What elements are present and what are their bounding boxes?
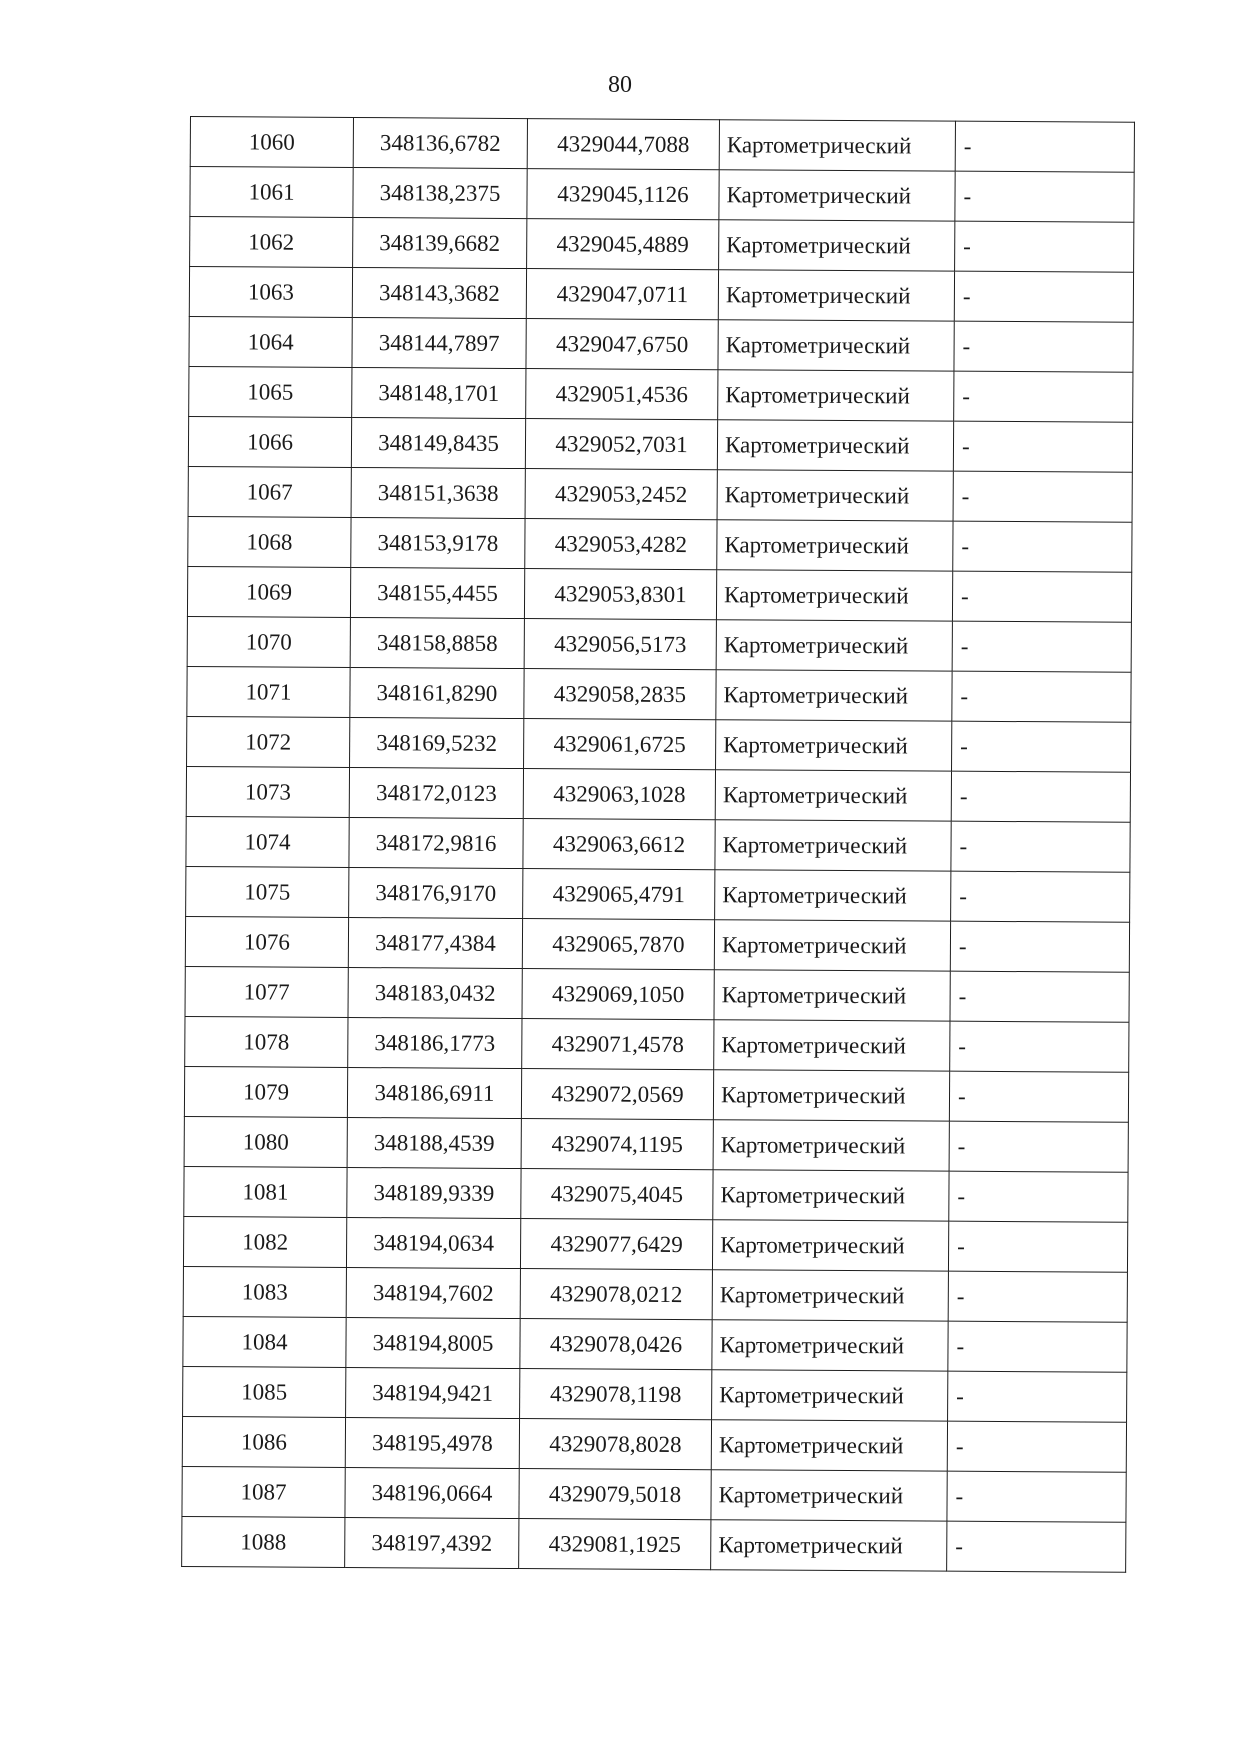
method-cell: Картометрический bbox=[713, 1070, 949, 1121]
point-number-cell: 1082 bbox=[183, 1216, 346, 1267]
table-row bbox=[187, 566, 1131, 622]
note-cell: - bbox=[954, 371, 1133, 422]
coordinates-table-body bbox=[182, 117, 1135, 1573]
y-coordinate-cell: 4329052,7031 bbox=[525, 419, 717, 470]
method-cell: Картометрический bbox=[713, 1120, 949, 1171]
note-cell: - bbox=[947, 1421, 1126, 1472]
y-coordinate-cell: 4329079,5018 bbox=[519, 1469, 711, 1520]
note-cell: - bbox=[950, 921, 1129, 972]
x-coordinate-cell: 348144,7897 bbox=[352, 317, 526, 368]
table-row bbox=[187, 716, 1131, 772]
y-coordinate-cell: 4329071,4578 bbox=[522, 1019, 714, 1070]
coordinates-table bbox=[181, 116, 1135, 1573]
y-coordinate-cell: 4329047,0711 bbox=[526, 269, 718, 320]
method-cell: Картометрический bbox=[719, 170, 955, 221]
point-number-cell: 1080 bbox=[184, 1116, 347, 1167]
x-coordinate-cell: 348138,2375 bbox=[353, 167, 527, 218]
y-coordinate-cell: 4329075,4045 bbox=[521, 1169, 713, 1220]
note-cell: - bbox=[951, 771, 1130, 822]
method-cell: Картометрический bbox=[712, 1270, 948, 1321]
y-coordinate-cell: 4329063,6612 bbox=[523, 819, 715, 870]
note-cell: - bbox=[949, 1171, 1128, 1222]
x-coordinate-cell: 348197,4392 bbox=[345, 1517, 519, 1568]
note-cell: - bbox=[948, 1371, 1127, 1422]
point-number-cell: 1084 bbox=[183, 1316, 346, 1367]
note-cell: - bbox=[954, 321, 1133, 372]
x-coordinate-cell: 348155,4455 bbox=[350, 567, 524, 618]
method-cell: Картометрический bbox=[718, 320, 954, 371]
method-cell: Картометрический bbox=[719, 120, 955, 171]
method-cell: Картометрический bbox=[711, 1520, 947, 1571]
point-number-cell: 1077 bbox=[185, 966, 348, 1017]
y-coordinate-cell: 4329061,6725 bbox=[524, 719, 716, 770]
point-number-cell: 1069 bbox=[187, 566, 350, 617]
table-row bbox=[190, 167, 1134, 223]
method-cell: Картометрический bbox=[719, 220, 955, 271]
table-row bbox=[183, 1366, 1127, 1422]
method-cell: Картометрический bbox=[714, 920, 950, 971]
point-number-cell: 1062 bbox=[190, 217, 353, 268]
note-cell: - bbox=[950, 1021, 1129, 1072]
note-cell: - bbox=[947, 1471, 1126, 1522]
y-coordinate-cell: 4329056,5173 bbox=[524, 619, 716, 670]
table-row bbox=[188, 416, 1132, 472]
point-number-cell: 1070 bbox=[187, 616, 350, 667]
x-coordinate-cell: 348153,9178 bbox=[351, 517, 525, 568]
note-cell: - bbox=[955, 171, 1134, 222]
x-coordinate-cell: 348188,4539 bbox=[347, 1117, 521, 1168]
point-number-cell: 1061 bbox=[190, 167, 353, 218]
note-cell: - bbox=[952, 571, 1131, 622]
y-coordinate-cell: 4329072,0569 bbox=[521, 1069, 713, 1120]
method-cell: Картометрический bbox=[718, 270, 954, 321]
table-row bbox=[183, 1266, 1127, 1322]
y-coordinate-cell: 4329078,0426 bbox=[520, 1319, 712, 1370]
note-cell: - bbox=[948, 1221, 1127, 1272]
note-cell: - bbox=[953, 521, 1132, 572]
method-cell: Картометрический bbox=[716, 670, 952, 721]
x-coordinate-cell: 348176,9170 bbox=[349, 867, 523, 918]
x-coordinate-cell: 348172,9816 bbox=[349, 817, 523, 868]
point-number-cell: 1083 bbox=[183, 1266, 346, 1317]
x-coordinate-cell: 348148,1701 bbox=[352, 367, 526, 418]
table-row bbox=[184, 1166, 1128, 1222]
note-cell: - bbox=[951, 871, 1130, 922]
method-cell: Картометрический bbox=[711, 1470, 947, 1521]
x-coordinate-cell: 348177,4384 bbox=[348, 917, 522, 968]
table-row bbox=[186, 866, 1130, 922]
table-row bbox=[190, 217, 1134, 273]
point-number-cell: 1066 bbox=[188, 416, 351, 467]
note-cell: - bbox=[950, 971, 1129, 1022]
x-coordinate-cell: 348194,8005 bbox=[346, 1317, 520, 1368]
point-number-cell: 1085 bbox=[183, 1366, 346, 1417]
method-cell: Картометрический bbox=[716, 570, 952, 621]
x-coordinate-cell: 348172,0123 bbox=[349, 767, 523, 818]
y-coordinate-cell: 4329077,6429 bbox=[520, 1219, 712, 1270]
table-row bbox=[182, 1416, 1126, 1472]
note-cell: - bbox=[953, 471, 1132, 522]
table-row bbox=[182, 1516, 1126, 1572]
point-number-cell: 1071 bbox=[187, 666, 350, 717]
note-cell: - bbox=[948, 1321, 1127, 1372]
x-coordinate-cell: 348195,4978 bbox=[345, 1417, 519, 1468]
note-cell: - bbox=[951, 821, 1130, 872]
note-cell: - bbox=[952, 721, 1131, 772]
x-coordinate-cell: 348139,6682 bbox=[353, 217, 527, 268]
method-cell: Картометрический bbox=[712, 1320, 948, 1371]
note-cell: - bbox=[949, 1121, 1128, 1172]
x-coordinate-cell: 348183,0432 bbox=[348, 967, 522, 1018]
method-cell: Картометрический bbox=[714, 970, 950, 1021]
x-coordinate-cell: 348158,8858 bbox=[350, 617, 524, 668]
y-coordinate-cell: 4329047,6750 bbox=[526, 319, 718, 370]
method-cell: Картометрический bbox=[718, 370, 954, 421]
page-number: 80 bbox=[608, 72, 632, 98]
x-coordinate-cell: 348194,0634 bbox=[346, 1217, 520, 1268]
method-cell: Картометрический bbox=[717, 520, 953, 571]
note-cell: - bbox=[952, 671, 1131, 722]
y-coordinate-cell: 4329081,1925 bbox=[519, 1519, 711, 1570]
x-coordinate-cell: 348151,3638 bbox=[351, 467, 525, 518]
table-row bbox=[188, 466, 1132, 522]
point-number-cell: 1087 bbox=[182, 1466, 345, 1517]
point-number-cell: 1072 bbox=[187, 716, 350, 767]
table-row bbox=[184, 1116, 1128, 1172]
point-number-cell: 1081 bbox=[184, 1166, 347, 1217]
point-number-cell: 1073 bbox=[186, 766, 349, 817]
point-number-cell: 1068 bbox=[188, 516, 351, 567]
table-row bbox=[188, 516, 1132, 572]
y-coordinate-cell: 4329058,2835 bbox=[524, 669, 716, 720]
x-coordinate-cell: 348189,9339 bbox=[347, 1167, 521, 1218]
x-coordinate-cell: 348196,0664 bbox=[345, 1467, 519, 1518]
method-cell: Картометрический bbox=[717, 470, 953, 521]
y-coordinate-cell: 4329065,4791 bbox=[523, 869, 715, 920]
note-cell: - bbox=[948, 1271, 1127, 1322]
table-row bbox=[186, 816, 1130, 872]
method-cell: Картометрический bbox=[715, 770, 951, 821]
y-coordinate-cell: 4329065,7870 bbox=[522, 919, 714, 970]
point-number-cell: 1075 bbox=[186, 866, 349, 917]
note-cell: - bbox=[955, 221, 1134, 272]
method-cell: Картометрический bbox=[716, 620, 952, 671]
y-coordinate-cell: 4329069,1050 bbox=[522, 969, 714, 1020]
x-coordinate-cell: 348143,3682 bbox=[352, 267, 526, 318]
y-coordinate-cell: 4329045,4889 bbox=[527, 219, 719, 270]
method-cell: Картометрический bbox=[715, 870, 951, 921]
table-row bbox=[182, 1466, 1126, 1522]
x-coordinate-cell: 348186,6911 bbox=[347, 1067, 521, 1118]
point-number-cell: 1088 bbox=[182, 1516, 345, 1567]
table-row bbox=[185, 916, 1129, 972]
x-coordinate-cell: 348136,6782 bbox=[353, 117, 527, 168]
method-cell: Картометрический bbox=[717, 420, 953, 471]
table-row bbox=[185, 966, 1129, 1022]
note-cell: - bbox=[949, 1071, 1128, 1122]
method-cell: Картометрический bbox=[715, 820, 951, 871]
x-coordinate-cell: 348186,1773 bbox=[348, 1017, 522, 1068]
note-cell: - bbox=[952, 621, 1131, 672]
method-cell: Картометрический bbox=[716, 720, 952, 771]
y-coordinate-cell: 4329051,4536 bbox=[526, 369, 718, 420]
method-cell: Картометрический bbox=[712, 1370, 948, 1421]
y-coordinate-cell: 4329078,8028 bbox=[519, 1419, 711, 1470]
point-number-cell: 1078 bbox=[185, 1016, 348, 1067]
table-row bbox=[185, 1016, 1129, 1072]
point-number-cell: 1065 bbox=[189, 366, 352, 417]
table-row bbox=[189, 316, 1133, 372]
point-number-cell: 1076 bbox=[185, 916, 348, 967]
point-number-cell: 1064 bbox=[189, 316, 352, 367]
note-cell: - bbox=[953, 421, 1132, 472]
table-row bbox=[183, 1216, 1127, 1272]
y-coordinate-cell: 4329053,4282 bbox=[525, 519, 717, 570]
point-number-cell: 1067 bbox=[188, 466, 351, 517]
y-coordinate-cell: 4329045,1126 bbox=[527, 169, 719, 220]
y-coordinate-cell: 4329053,8301 bbox=[524, 569, 716, 620]
method-cell: Картометрический bbox=[712, 1220, 948, 1271]
point-number-cell: 1086 bbox=[182, 1416, 345, 1467]
point-number-cell: 1079 bbox=[184, 1066, 347, 1117]
table-row bbox=[186, 766, 1130, 822]
table-row bbox=[184, 1066, 1128, 1122]
y-coordinate-cell: 4329063,1028 bbox=[523, 769, 715, 820]
note-cell: - bbox=[955, 121, 1134, 172]
y-coordinate-cell: 4329078,0212 bbox=[520, 1269, 712, 1320]
table-row bbox=[187, 666, 1131, 722]
table-row bbox=[189, 366, 1133, 422]
method-cell: Картометрический bbox=[713, 1170, 949, 1221]
note-cell: - bbox=[947, 1521, 1126, 1572]
x-coordinate-cell: 348194,7602 bbox=[346, 1267, 520, 1318]
x-coordinate-cell: 348194,9421 bbox=[346, 1367, 520, 1418]
point-number-cell: 1060 bbox=[190, 117, 353, 168]
point-number-cell: 1063 bbox=[189, 267, 352, 318]
x-coordinate-cell: 348161,8290 bbox=[350, 667, 524, 718]
table-row bbox=[190, 117, 1134, 173]
table-row bbox=[187, 616, 1131, 672]
method-cell: Картометрический bbox=[714, 1020, 950, 1071]
y-coordinate-cell: 4329074,1195 bbox=[521, 1119, 713, 1170]
y-coordinate-cell: 4329044,7088 bbox=[527, 119, 719, 170]
table-row bbox=[183, 1316, 1127, 1372]
x-coordinate-cell: 348169,5232 bbox=[350, 717, 524, 768]
method-cell: Картометрический bbox=[711, 1420, 947, 1471]
x-coordinate-cell: 348149,8435 bbox=[351, 417, 525, 468]
table-row bbox=[189, 267, 1133, 323]
point-number-cell: 1074 bbox=[186, 816, 349, 867]
y-coordinate-cell: 4329078,1198 bbox=[520, 1369, 712, 1420]
y-coordinate-cell: 4329053,2452 bbox=[525, 469, 717, 520]
note-cell: - bbox=[954, 271, 1133, 322]
